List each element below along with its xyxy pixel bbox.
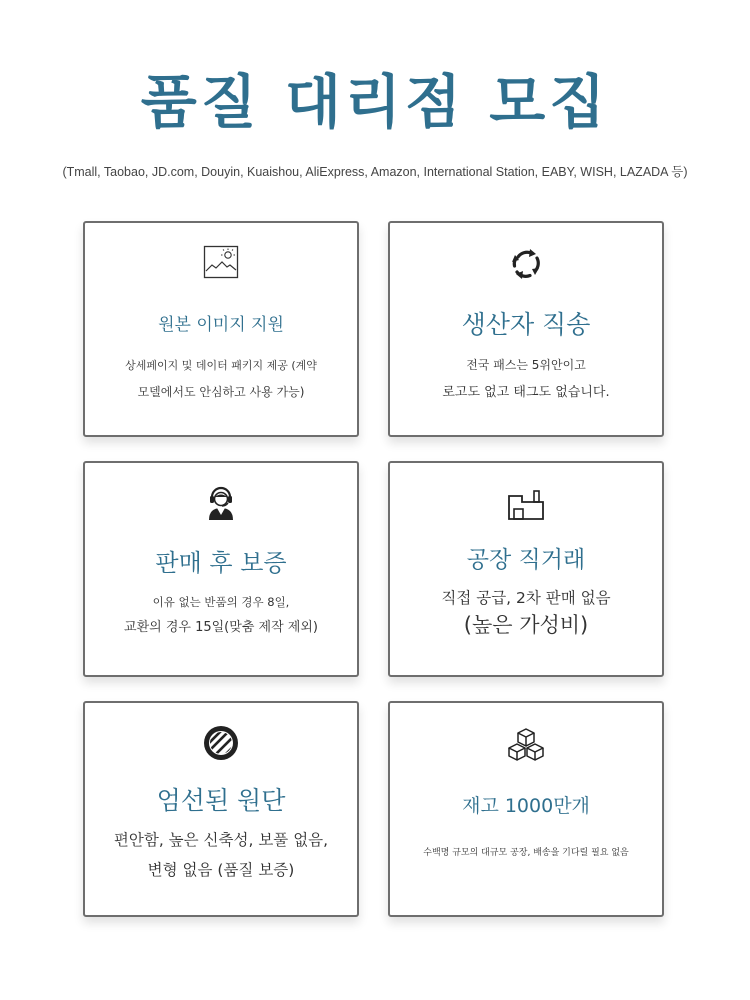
card-description-line: 모델에서도 안심하고 사용 가능)	[137, 385, 305, 399]
feature-card-stock	[388, 701, 664, 917]
page-title: 품질 대리점 모집	[140, 68, 610, 136]
card-description-line: 이유 없는 반품의 경우 8일,	[152, 595, 290, 609]
card-title: 판매 후 보증	[155, 549, 287, 577]
card-description	[85, 589, 357, 641]
landscape-image-icon	[203, 245, 239, 279]
card-description-line: 변형 없음 (품질 보증)	[147, 861, 295, 879]
card-description-line: 수백명 규모의 대규모 공장, 배송을 기다릴 필요 없음	[423, 848, 629, 858]
customer-service-agent-icon	[208, 485, 234, 521]
platform-list: (Tmall, Taobao, JD.com, Douyin, Kuaishou, AliExpress, Amazon, International Station, EABY, WISH, LAZADA 등)	[62, 165, 688, 179]
card-title: 원본 이미지 지원	[158, 315, 284, 335]
card-description-line: 전국 패스는 5위안이고	[466, 358, 586, 372]
card-description	[390, 846, 662, 860]
card-title: 엄선된 원단	[156, 786, 286, 815]
card-title: 공장 직거래	[466, 547, 586, 573]
feature-card-direct-shipping	[388, 221, 664, 437]
feature-card-factory-direct	[388, 461, 664, 677]
feature-card-selected-fabric	[83, 701, 359, 917]
stacked-boxes-icon	[507, 727, 545, 761]
card-description-line: 직접 공급, 2차 판매 없음	[441, 589, 611, 607]
card-description	[390, 585, 662, 639]
card-description-line: 편안함, 높은 신축성, 보풀 없음,	[113, 831, 329, 849]
fabric-texture-icon	[203, 725, 239, 761]
card-description-line: 교환의 경우 15일(맞춤 제작 제외)	[124, 620, 318, 635]
feature-card-original-images	[83, 221, 359, 437]
feature-card-after-sales	[83, 461, 359, 677]
card-title: 생산자 직송	[461, 310, 591, 339]
card-title: 재고 1000만개	[462, 795, 590, 817]
card-description-line: 상세페이지 및 데이터 패키지 제공 (계약	[125, 359, 317, 372]
factory-icon	[507, 487, 545, 521]
circular-arrows-icon	[509, 247, 543, 281]
card-description-line: 로고도 없고 태그도 없습니다.	[442, 385, 610, 400]
card-description	[85, 353, 357, 405]
card-description	[390, 351, 662, 407]
card-description	[85, 825, 357, 885]
card-description-line: (높은 가성비)	[463, 613, 589, 637]
